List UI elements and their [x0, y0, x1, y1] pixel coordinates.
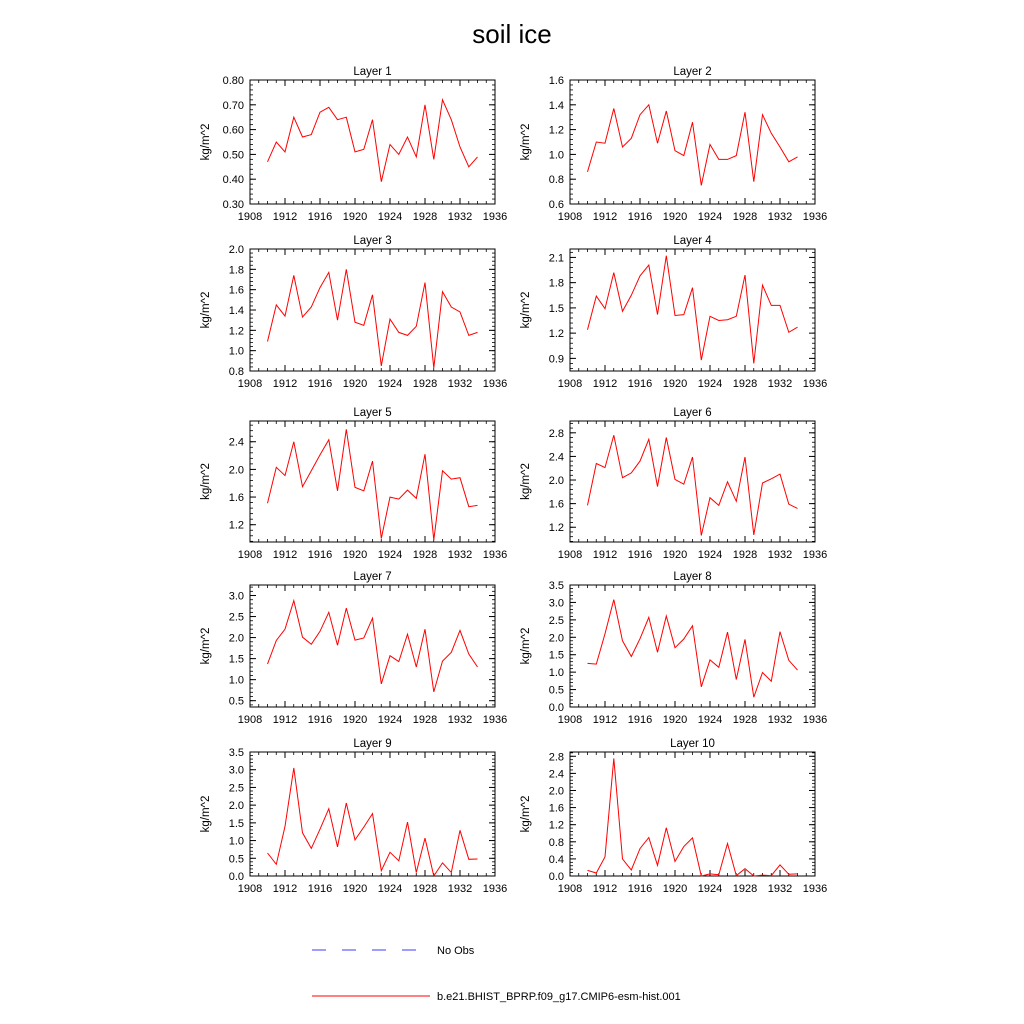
y-tick-label: 1.5	[548, 302, 564, 315]
x-tick-label: 1924	[697, 883, 723, 895]
x-tick-label: 1932	[767, 549, 793, 561]
series-line-layer-8	[588, 600, 798, 698]
y-tick-label: 1.2	[548, 124, 564, 137]
chart-panel-layer-1	[200, 66, 507, 223]
y-axis-label: kg/m^2	[200, 291, 212, 329]
y-tick-label: 1.8	[548, 277, 564, 290]
x-tick-label: 1916	[627, 378, 653, 390]
x-tick-label: 1924	[697, 378, 723, 390]
x-tick-label: 1928	[412, 549, 438, 561]
y-tick-label: 2.4	[548, 451, 564, 464]
x-tick-label: 1912	[272, 378, 298, 390]
y-tick-label: 2.0	[548, 632, 564, 645]
x-tick-label: 1920	[342, 883, 368, 895]
y-tick-label: 2.8	[548, 751, 564, 764]
series-line-layer-6	[588, 435, 798, 535]
x-tick-label: 1920	[662, 714, 688, 726]
x-tick-label: 1924	[377, 211, 403, 223]
panel-title: Layer 6	[673, 407, 712, 419]
chart-panel-layer-3	[200, 235, 507, 390]
x-tick-label: 1920	[342, 211, 368, 223]
x-tick-label: 1920	[342, 549, 368, 561]
x-tick-label: 1916	[307, 549, 333, 561]
y-tick-label: 1.6	[548, 75, 564, 87]
x-tick-label: 1912	[272, 549, 298, 561]
x-tick-label: 1916	[307, 714, 333, 726]
chart-panel-layer-10	[520, 738, 827, 895]
y-tick-label: 1.0	[228, 835, 244, 848]
x-tick-label: 1908	[237, 211, 263, 223]
y-tick-label: 2.5	[548, 614, 564, 627]
y-tick-label: 1.2	[228, 519, 244, 532]
y-tick-label: 1.0	[548, 667, 564, 680]
x-tick-label: 1932	[767, 714, 793, 726]
y-tick-label: 1.4	[228, 305, 244, 317]
plot-frame	[570, 249, 815, 371]
x-tick-label: 1936	[482, 211, 508, 223]
x-tick-label: 1916	[627, 211, 653, 223]
legend	[312, 945, 681, 1003]
x-tick-label: 1936	[482, 549, 508, 561]
y-axis-label: kg/m^2	[520, 291, 532, 329]
y-tick-label: 3.5	[548, 580, 564, 592]
panel-title: Layer 3	[353, 235, 392, 247]
x-tick-label: 1920	[662, 211, 688, 223]
y-axis-label: kg/m^2	[520, 795, 532, 833]
y-tick-label: 1.6	[548, 802, 564, 815]
x-tick-label: 1916	[627, 714, 653, 726]
x-tick-label: 1932	[767, 883, 793, 895]
y-tick-label: 1.2	[548, 819, 564, 832]
y-tick-label: 3.5	[228, 747, 244, 759]
x-tick-label: 1928	[732, 211, 758, 223]
plot-frame	[250, 585, 495, 707]
x-tick-label: 1924	[377, 883, 403, 895]
x-tick-label: 1908	[237, 549, 263, 561]
series-line-layer-7	[268, 601, 478, 692]
series-line-layer-3	[268, 269, 478, 368]
x-tick-label: 1908	[557, 883, 583, 895]
x-tick-label: 1920	[342, 378, 368, 390]
x-tick-label: 1912	[272, 714, 298, 726]
x-tick-label: 1936	[802, 549, 828, 561]
y-tick-label: 2.5	[228, 782, 244, 795]
series-line-layer-5	[268, 429, 478, 540]
x-tick-label: 1920	[662, 549, 688, 561]
legend-label-model: b.e21.BHIST_BPRP.f09_g17.CMIP6-esm-hist.001	[437, 991, 681, 1003]
y-tick-label: 1.0	[548, 149, 564, 162]
panel-title: Layer 9	[353, 738, 392, 750]
y-tick-label: 1.6	[228, 284, 244, 297]
y-tick-label: 0.0	[548, 871, 564, 883]
x-tick-label: 1916	[627, 549, 653, 561]
y-tick-label: 2.0	[228, 464, 244, 477]
y-tick-label: 1.5	[548, 649, 564, 662]
x-tick-label: 1932	[447, 211, 473, 223]
x-tick-label: 1912	[272, 883, 298, 895]
x-tick-label: 1916	[307, 883, 333, 895]
series-line-layer-4	[588, 256, 798, 364]
x-tick-label: 1936	[482, 714, 508, 726]
y-tick-label: 1.6	[548, 498, 564, 511]
y-tick-label: 1.6	[228, 492, 244, 505]
y-axis-label: kg/m^2	[520, 123, 532, 161]
x-tick-label: 1928	[732, 714, 758, 726]
x-tick-label: 1908	[237, 883, 263, 895]
panel-title: Layer 2	[673, 66, 712, 78]
y-axis-label: kg/m^2	[520, 463, 532, 500]
y-tick-label: 1.8	[228, 264, 244, 277]
figure-title: soil ice	[472, 19, 552, 49]
y-tick-label: 2.5	[228, 611, 244, 624]
plot-frame	[570, 80, 815, 204]
y-tick-label: 0.6	[548, 199, 564, 211]
chart-panel-layer-8	[520, 571, 827, 726]
x-tick-label: 1920	[342, 714, 368, 726]
y-tick-label: 0.0	[548, 702, 564, 714]
x-tick-label: 1928	[732, 549, 758, 561]
panel-title: Layer 5	[353, 407, 392, 419]
y-tick-label: 3.0	[228, 590, 244, 603]
x-tick-label: 1924	[697, 714, 723, 726]
y-tick-label: 0.4	[548, 853, 564, 866]
x-tick-label: 1936	[482, 378, 508, 390]
y-tick-label: 0.30	[222, 199, 244, 211]
y-tick-label: 3.0	[228, 764, 244, 777]
x-tick-label: 1924	[697, 211, 723, 223]
y-tick-label: 1.2	[548, 522, 564, 535]
chart-panel-layer-5	[200, 407, 507, 561]
plot-frame	[250, 421, 495, 542]
x-tick-label: 1924	[377, 549, 403, 561]
panel-title: Layer 7	[353, 571, 392, 583]
panel-title: Layer 1	[353, 66, 392, 78]
y-tick-label: 0.9	[548, 353, 564, 366]
x-tick-label: 1908	[237, 714, 263, 726]
x-tick-label: 1916	[307, 211, 333, 223]
series-line-layer-1	[268, 100, 478, 182]
chart-panel-layer-4	[520, 235, 827, 390]
x-tick-label: 1924	[377, 378, 403, 390]
x-tick-label: 1908	[237, 378, 263, 390]
x-tick-label: 1936	[802, 714, 828, 726]
x-tick-label: 1916	[627, 883, 653, 895]
plot-frame	[570, 752, 815, 876]
x-tick-label: 1908	[557, 549, 583, 561]
y-tick-label: 0.0	[228, 871, 244, 883]
x-tick-label: 1912	[592, 211, 618, 223]
y-tick-label: 2.0	[228, 800, 244, 813]
x-tick-label: 1928	[732, 883, 758, 895]
y-tick-label: 0.5	[228, 853, 244, 866]
y-tick-label: 0.50	[222, 149, 244, 162]
y-axis-label: kg/m^2	[200, 463, 212, 500]
panel-title: Layer 10	[670, 738, 715, 750]
series-line-layer-2	[588, 105, 798, 186]
x-tick-label: 1932	[767, 378, 793, 390]
x-tick-label: 1916	[307, 378, 333, 390]
series-line-layer-9	[268, 768, 478, 876]
y-tick-label: 1.2	[228, 325, 244, 338]
y-tick-label: 3.0	[548, 597, 564, 610]
y-tick-label: 2.0	[228, 244, 244, 256]
y-tick-label: 0.5	[228, 695, 244, 708]
y-tick-label: 2.1	[548, 252, 564, 265]
y-tick-label: 2.0	[228, 632, 244, 645]
x-tick-label: 1908	[557, 211, 583, 223]
y-axis-label: kg/m^2	[200, 795, 212, 833]
y-tick-label: 2.4	[228, 436, 244, 449]
x-tick-label: 1936	[802, 378, 828, 390]
y-tick-label: 1.2	[548, 328, 564, 341]
y-tick-label: 2.4	[548, 768, 564, 781]
legend-label-no-obs: No Obs	[437, 945, 475, 957]
y-tick-label: 0.8	[548, 174, 564, 187]
y-axis-label: kg/m^2	[520, 627, 532, 665]
x-tick-label: 1912	[592, 714, 618, 726]
x-tick-label: 1928	[412, 211, 438, 223]
y-axis-label: kg/m^2	[200, 123, 212, 161]
chart-panel-layer-6	[520, 407, 827, 561]
plot-frame	[570, 585, 815, 707]
chart-panel-layer-7	[200, 571, 507, 726]
y-tick-label: 0.8	[228, 366, 244, 378]
y-tick-label: 2.8	[548, 427, 564, 440]
x-tick-label: 1928	[412, 883, 438, 895]
x-tick-label: 1920	[662, 883, 688, 895]
chart-panel-layer-9	[200, 738, 507, 895]
series-line-layer-10	[588, 758, 798, 876]
x-tick-label: 1928	[412, 714, 438, 726]
y-tick-label: 2.0	[548, 785, 564, 798]
y-tick-label: 0.40	[222, 174, 244, 187]
x-tick-label: 1912	[592, 378, 618, 390]
x-tick-label: 1936	[802, 211, 828, 223]
x-tick-label: 1932	[447, 378, 473, 390]
panel-grid	[200, 66, 827, 895]
y-tick-label: 1.4	[548, 99, 564, 112]
y-tick-label: 0.5	[548, 684, 564, 697]
x-tick-label: 1924	[697, 549, 723, 561]
y-tick-label: 1.5	[228, 817, 244, 830]
x-tick-label: 1912	[272, 211, 298, 223]
y-tick-label: 0.8	[548, 836, 564, 849]
x-tick-label: 1924	[377, 714, 403, 726]
y-tick-label: 1.0	[228, 345, 244, 358]
y-tick-label: 0.80	[222, 75, 244, 87]
x-tick-label: 1912	[592, 549, 618, 561]
x-tick-label: 1936	[802, 883, 828, 895]
panel-title: Layer 8	[673, 571, 712, 583]
chart-panel-layer-2	[520, 66, 827, 223]
x-tick-label: 1932	[767, 211, 793, 223]
plot-frame	[570, 421, 815, 542]
y-tick-label: 0.60	[222, 124, 244, 137]
y-tick-label: 2.0	[548, 475, 564, 488]
x-tick-label: 1932	[447, 883, 473, 895]
x-tick-label: 1932	[447, 714, 473, 726]
y-tick-label: 1.5	[228, 653, 244, 666]
y-axis-label: kg/m^2	[200, 627, 212, 665]
x-tick-label: 1920	[662, 378, 688, 390]
x-tick-label: 1912	[592, 883, 618, 895]
x-tick-label: 1932	[447, 549, 473, 561]
x-tick-label: 1928	[732, 378, 758, 390]
panel-title: Layer 4	[673, 235, 712, 247]
y-tick-label: 0.70	[222, 99, 244, 112]
y-tick-label: 1.0	[228, 674, 244, 687]
x-tick-label: 1908	[557, 714, 583, 726]
x-tick-label: 1928	[412, 378, 438, 390]
x-tick-label: 1908	[557, 378, 583, 390]
x-tick-label: 1936	[482, 883, 508, 895]
